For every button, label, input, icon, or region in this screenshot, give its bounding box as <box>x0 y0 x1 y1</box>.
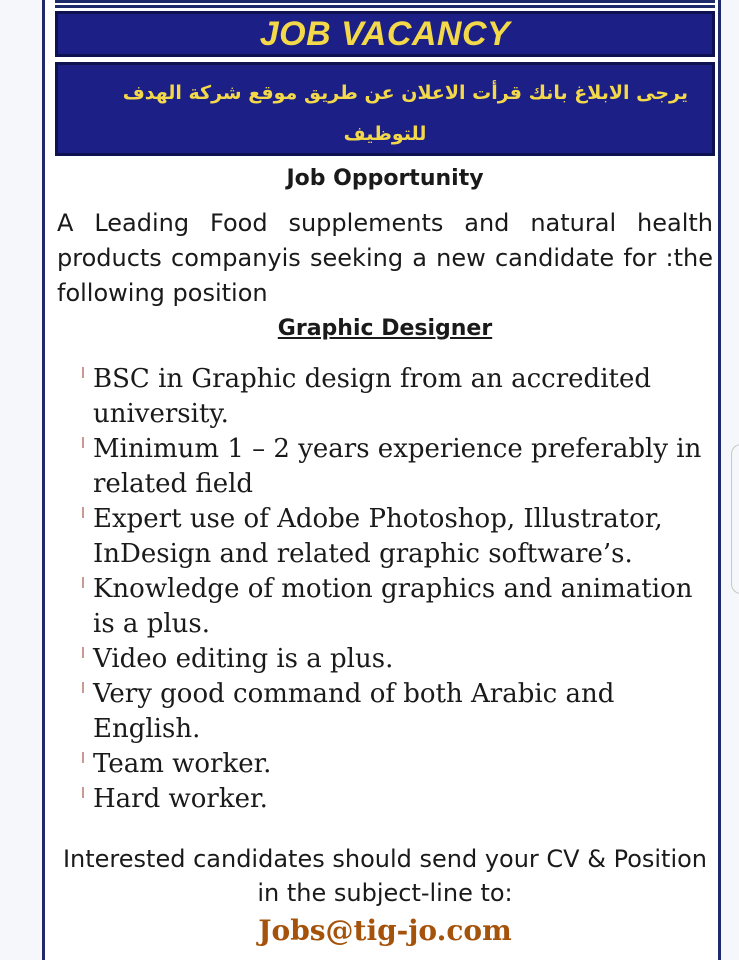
position-title: Graphic Designer <box>277 316 493 341</box>
vacancy-title: JOB VACANCY <box>259 14 511 53</box>
requirement-text: Hard worker. <box>93 784 268 814</box>
intro-paragraph: A Leading Food supplements and natural health products companyis seeking a new candidate for :the following position <box>57 209 713 307</box>
requirement-item <box>78 677 708 747</box>
bullet-mark <box>82 647 84 658</box>
arabic-notice <box>82 73 688 155</box>
bullet-mark <box>82 752 84 763</box>
top-border-strip <box>55 0 715 8</box>
requirement-item <box>78 502 708 572</box>
requirement-text: Video editing is a plus. <box>93 644 394 674</box>
side-scroll-handle[interactable] <box>731 444 739 594</box>
bullet-mark <box>82 507 84 518</box>
requirement-text: Very good command of both Arabic and English. <box>93 679 615 744</box>
bullet-mark <box>82 787 84 798</box>
vacancy-banner <box>55 11 715 57</box>
requirement-text: Expert use of Adobe Photoshop, Illustrator, InDesign and related graphic software’s. <box>93 504 663 569</box>
requirement-item <box>78 572 708 642</box>
bullet-mark <box>82 682 84 693</box>
arabic-notice-line2: للتوظيف <box>343 123 427 145</box>
arabic-notice-line1: يرجى الابلاغ بانك قرأت الاعلان عن طريق موقع شركة الهدف <box>122 82 688 104</box>
bullet-mark <box>82 367 84 378</box>
requirement-item <box>78 362 708 432</box>
requirement-text: BSC in Graphic design from an accredited university. <box>93 364 651 429</box>
bullet-mark <box>82 577 84 588</box>
requirement-text: Minimum 1 – 2 years experience preferably in related field <box>93 434 702 499</box>
requirement-item <box>78 747 708 782</box>
requirement-item <box>78 642 708 677</box>
requirement-item <box>78 432 708 502</box>
requirement-text: Team worker. <box>93 749 272 779</box>
bullet-mark <box>82 437 84 448</box>
requirement-item <box>78 782 708 817</box>
requirements-list <box>78 362 708 817</box>
application-instructions: Interested candidates should send your CV & Position in the subject-line to: <box>62 845 708 907</box>
job-opportunity-heading: Job Opportunity <box>286 166 484 191</box>
requirement-text: Knowledge of motion graphics and animation is a plus. <box>93 574 693 639</box>
arabic-notice-banner <box>55 62 715 156</box>
contact-email-link[interactable]: Jobs@tig-jo.com <box>258 914 512 947</box>
